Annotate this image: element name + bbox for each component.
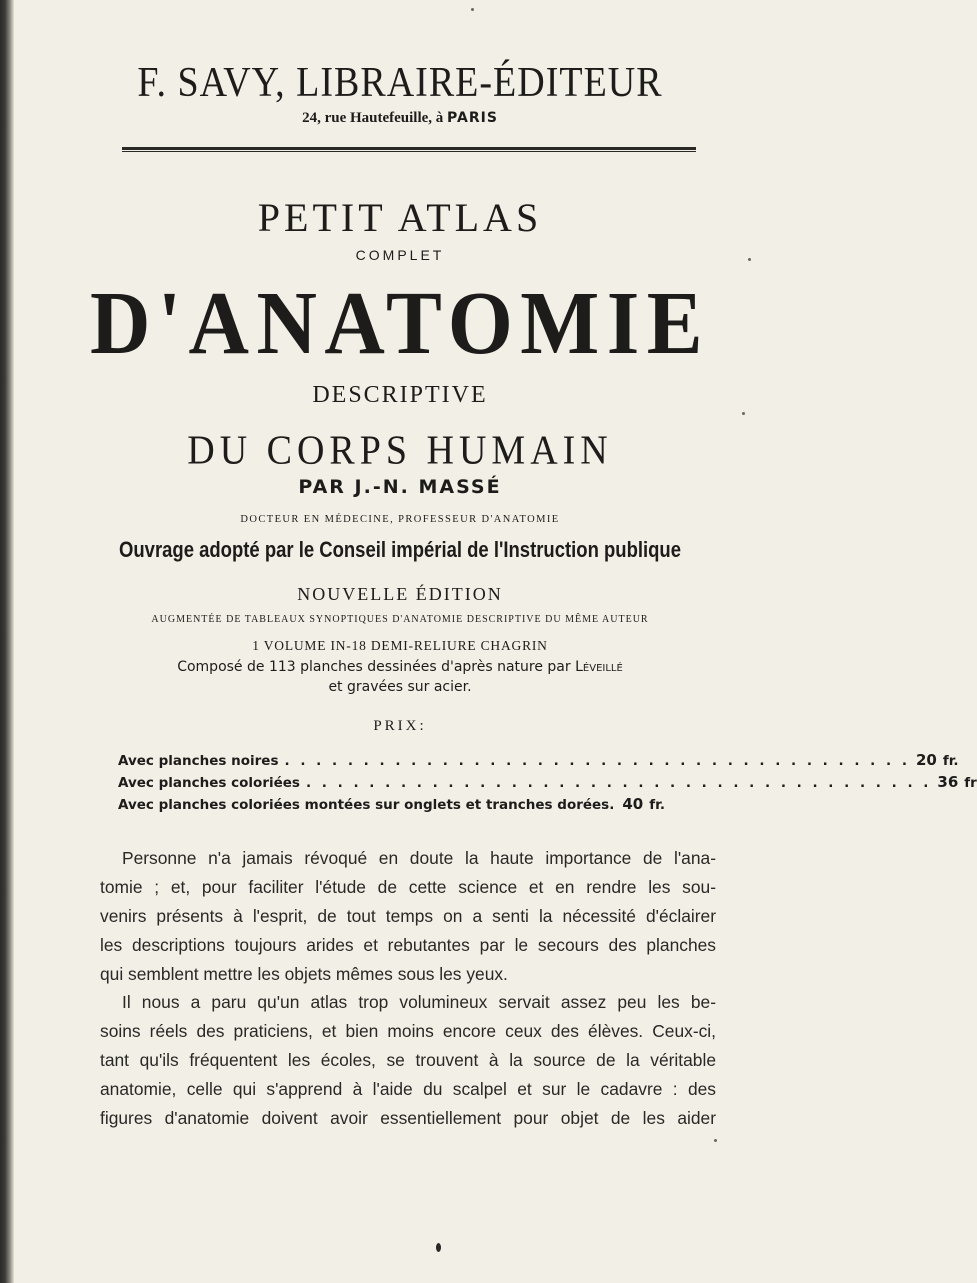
price-label: Avec planches coloriées montées sur onglets et tranches dorées. xyxy=(118,797,615,813)
body-line: qui semblent mettre les objets mêmes sous les yeux. xyxy=(100,964,508,984)
engraving-line: et gravées sur acier. xyxy=(328,679,472,695)
volume-description: 1 VOLUME IN-18 DEMI-RELIURE CHAGRIN xyxy=(252,638,548,653)
composition-artist: Léveillé xyxy=(575,659,623,675)
adoption-notice: Ouvrage adopté par le Conseil impérial de l'Instruction publique xyxy=(119,537,681,562)
edition-augmented: AUGMENTÉE DE TABLEAUX SYNOPTIQUES D'ANATOMIE DESCRIPTIVE DU MÊME AUTEUR xyxy=(151,614,649,625)
title-petit-atlas: PETIT ATLAS xyxy=(257,195,543,240)
title-descriptive: DESCRIPTIVE xyxy=(312,382,488,408)
body-line: soins réels des praticiens, et bien moins encore ceux des élèves. Ceux-ci, xyxy=(100,1021,716,1041)
body-line: tomie ; et, pour faciliter l'étude de cette science et en rendre les sou- xyxy=(100,877,716,897)
publisher-address xyxy=(0,110,800,127)
price-unit: fr. xyxy=(649,797,665,813)
dot-leader: . . . . . . . . . . . . . . . . . . . . . . . . . . . . . . . . . . . . . . . . xyxy=(284,753,910,769)
body-line: Il nous a paru qu'un atlas trop volumineux servait assez peu les be- xyxy=(122,992,716,1012)
price-unit: fr. xyxy=(942,753,959,769)
title-corps-humain: DU CORPS HUMAIN xyxy=(187,428,613,474)
paper-speck xyxy=(714,1139,717,1142)
edition-title: NOUVELLE ÉDITION xyxy=(297,584,503,604)
publisher-name: F. SAVY, LIBRAIRE-ÉDITEUR xyxy=(137,59,663,107)
double-rule-thick xyxy=(122,147,696,150)
body-line: figures d'anatomie doivent avoir essentiellement pour objet de les aider xyxy=(100,1108,716,1128)
price-amount: 40 xyxy=(622,795,644,813)
price-row xyxy=(118,773,977,795)
title-anatomie: D'ANATOMIE xyxy=(89,274,711,373)
double-rule-thin xyxy=(122,151,696,152)
price-row xyxy=(118,795,734,817)
body-line: venirs présents à l'esprit, de tout temps on a senti la nécessité d'éclairer xyxy=(100,906,716,926)
price-amount: 36 xyxy=(937,773,959,791)
price-label: Avec planches coloriées xyxy=(118,775,300,791)
paper-speck xyxy=(748,258,751,261)
body-line: tant qu'ils fréquentent les écoles, se trouvent à la source de la véritable xyxy=(100,1050,716,1070)
ink-mark xyxy=(436,1243,441,1252)
price-label: Avec planches noires xyxy=(118,753,279,769)
composition-prefix: Composé de 113 planches dessinées d'après nature par xyxy=(177,659,571,675)
body-line: les descriptions toujours arides et rebutantes par le secours des planches xyxy=(100,935,716,955)
price-unit: fr xyxy=(964,775,977,791)
paper-speck xyxy=(471,8,474,11)
author-name: PAR J.-N. MASSÉ xyxy=(298,476,502,498)
composition-line xyxy=(0,659,800,675)
address-street: 24, rue Hautefeuille, à xyxy=(302,110,444,126)
paper-speck xyxy=(742,412,745,415)
dot-leader: . . . . . . . . . . . . . . . . . . . . . . . . . . . . . . . . . . . . . . . . xyxy=(305,775,932,791)
price-amount: 20 xyxy=(915,751,937,769)
title-complet: COMPLET xyxy=(355,247,445,263)
price-row xyxy=(118,751,959,773)
body-line: anatomie, celle qui s'apprend à l'aide du scalpel et sur le cadavre : des xyxy=(100,1079,716,1099)
author-credentials: DOCTEUR EN MÉDECINE, PROFESSEUR D'ANATOMIE xyxy=(240,514,560,525)
address-city: PARIS xyxy=(447,110,498,126)
body-line: Personne n'a jamais révoqué en doute la haute importance de l'ana- xyxy=(122,848,716,868)
price-heading: PRIX: xyxy=(373,718,427,734)
